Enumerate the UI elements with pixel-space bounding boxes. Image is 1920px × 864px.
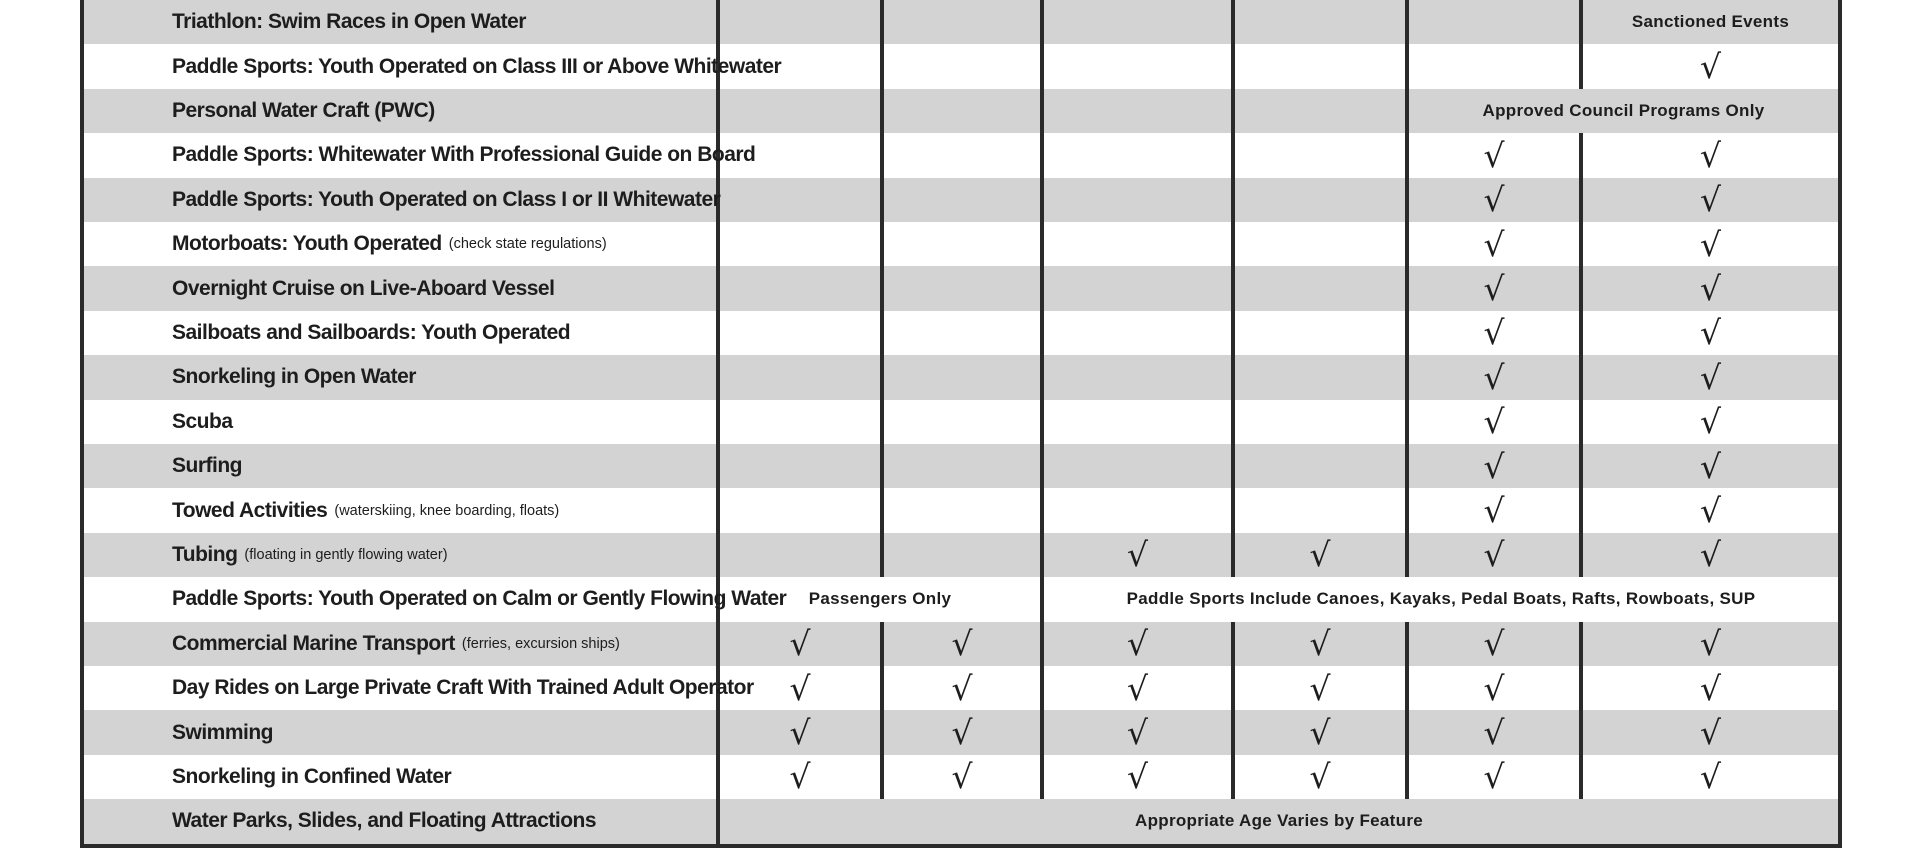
activity-note: (waterskiing, knee boarding, floats) [334,502,560,519]
empty-cell [884,400,1044,444]
activity-label [84,710,720,754]
empty-cell [1044,400,1235,444]
checkmark-cell: √ [1409,178,1583,222]
table-row [84,89,1838,133]
activity-label [84,0,720,44]
table-row [84,666,1838,710]
checkmark-cell: √ [884,666,1044,710]
activity-note: (floating in gently flowing water) [244,546,448,563]
table-row [84,266,1838,310]
checkmark-cell: √ [1699,535,1722,575]
checkmark-cell: √ [884,622,1044,666]
empty-cell [1044,133,1235,177]
empty-cell [720,133,884,177]
empty-cell [1235,0,1409,44]
empty-cell [1044,266,1235,310]
empty-cell [1044,311,1235,355]
checkmark-cell: √ [1699,402,1722,442]
checkmark-cell: √ [1699,269,1722,309]
empty-cell [720,355,884,399]
activity-label [84,622,720,666]
age-guidelines-chart [80,0,1842,848]
activity-label [84,799,720,843]
activity-label [84,577,787,621]
table-row [84,44,1838,88]
empty-cell [1235,266,1409,310]
empty-cell [1235,355,1409,399]
empty-cell [1235,89,1409,133]
table-row [84,799,1838,843]
empty-cell [884,311,1044,355]
activity-note: (ferries, excursion ships) [461,635,620,652]
empty-cell [1235,178,1409,222]
empty-cell [1409,0,1583,44]
empty-cell [720,311,884,355]
activity-label [84,533,720,577]
checkmark-cell: √ [1044,755,1235,799]
checkmark-cell: √ [1699,224,1722,264]
table-row [84,400,1838,444]
activity-name: Surfing [172,454,242,478]
empty-cell [1235,444,1409,488]
empty-cell [884,355,1044,399]
activity-name: Water Parks, Slides, and Floating Attractions [172,809,597,833]
checkmark-cell: √ [1699,491,1722,531]
table-row [84,222,1838,266]
activity-label [84,133,756,177]
empty-cell [720,0,884,44]
checkmark-cell: √ [1409,755,1583,799]
empty-cell [884,266,1044,310]
table-row [84,178,1838,222]
table-row [84,0,1838,44]
activity-name: Snorkeling in Confined Water [172,764,452,788]
checkmark-cell: √ [1044,666,1235,710]
empty-cell [720,444,884,488]
activity-name: Scuba [172,409,233,433]
empty-cell [884,89,1044,133]
table-row [84,133,1838,177]
empty-cell [720,488,884,532]
table-row [84,622,1838,666]
checkmark-cell: √ [720,710,884,754]
empty-cell [1235,400,1409,444]
checkmark-cell: √ [1235,755,1409,799]
checkmark-cell: √ [1409,222,1583,266]
table-row [84,444,1838,488]
empty-cell [884,178,1044,222]
empty-cell [720,89,884,133]
empty-cell [1409,44,1583,88]
checkmark-cell: √ [1409,311,1583,355]
activity-name: Motorboats: Youth Operated [172,232,442,256]
activity-name: Towed Activities [172,498,328,522]
activity-label [84,444,720,488]
checkmark-cell: √ [1235,710,1409,754]
checkmark-cell: √ [1235,622,1409,666]
checkmark-cell: √ [1409,355,1583,399]
checkmark-cell: √ [720,622,884,666]
table-row [84,311,1838,355]
checkmark-cell: √ [1699,668,1722,708]
checkmark-cell: √ [1699,135,1722,175]
checkmark-cell: √ [1699,713,1722,753]
empty-cell [1235,133,1409,177]
activity-name: Paddle Sports: Youth Operated on Class I or II Whitewater [172,187,721,211]
activity-name: Day Rides on Large Private Craft With Trained Adult Operator [172,676,754,700]
empty-cell [720,178,884,222]
activity-label [84,400,720,444]
empty-cell [884,444,1044,488]
empty-cell [1044,178,1235,222]
checkmark-cell: √ [1409,533,1583,577]
checkmark-cell: √ [1699,180,1722,220]
empty-cell [720,533,884,577]
table-row [84,577,1838,621]
note-cell: Passengers Only [720,577,1044,621]
empty-cell [720,266,884,310]
checkmark-cell: √ [1235,666,1409,710]
empty-cell [720,222,884,266]
activity-label [84,355,720,399]
activity-name: Paddle Sports: Whitewater With Professional Guide on Board [172,143,756,167]
empty-cell [884,0,1044,44]
empty-cell [1044,488,1235,532]
empty-cell [1044,222,1235,266]
empty-cell [884,44,1044,88]
checkmark-cell: √ [1044,622,1235,666]
checkmark-cell: √ [1699,757,1722,797]
checkmark-cell: √ [1409,666,1583,710]
empty-cell [1044,44,1235,88]
empty-cell [1235,311,1409,355]
activity-label [84,666,754,710]
activity-label [84,755,720,799]
empty-cell [884,488,1044,532]
activity-name: Sailboats and Sailboards: Youth Operated [172,320,571,344]
activity-name: Snorkeling in Open Water [172,365,416,389]
activity-name: Paddle Sports: Youth Operated on Class III or Above Whitewater [172,54,782,78]
activity-label [84,266,720,310]
activity-name: Personal Water Craft (PWC) [172,98,435,122]
empty-cell [1235,488,1409,532]
empty-cell [1235,44,1409,88]
activity-name: Paddle Sports: Youth Operated on Calm or Gently Flowing Water [172,587,787,611]
checkmark-cell: √ [1409,400,1583,444]
checkmark-cell: √ [884,755,1044,799]
checkmark-cell: √ [1409,488,1583,532]
empty-cell [1044,355,1235,399]
empty-cell [884,222,1044,266]
activity-name: Commercial Marine Transport [172,631,455,655]
empty-cell [884,133,1044,177]
checkmark-cell: √ [1699,624,1722,664]
checkmark-cell: √ [1409,622,1583,666]
empty-cell [1044,0,1235,44]
checkmark-cell: √ [720,666,884,710]
activity-name: Swimming [172,720,274,744]
table-row [84,755,1838,799]
checkmark-cell: √ [1409,444,1583,488]
activity-label [84,311,720,355]
checkmark-cell: √ [1699,313,1722,353]
empty-cell [720,400,884,444]
activity-label [84,488,720,532]
table-row [84,533,1838,577]
activity-label [84,222,720,266]
activity-name: Overnight Cruise on Live-Aboard Vessel [172,276,555,300]
activity-label [84,178,720,222]
table-row [84,355,1838,399]
activity-label [84,44,782,88]
empty-cell [1044,444,1235,488]
empty-cell [1044,89,1235,133]
empty-cell [720,44,884,88]
table-row [84,488,1838,532]
note-cell: Approved Council Programs Only [1482,100,1765,120]
checkmark-cell: √ [884,710,1044,754]
checkmark-cell: √ [1044,533,1235,577]
checkmark-cell: √ [1409,133,1583,177]
note-cell: Appropriate Age Varies by Feature [1135,811,1423,831]
checkmark-cell: √ [1044,710,1235,754]
checkmark-cell: √ [720,755,884,799]
activity-note: (check state regulations) [448,236,607,253]
checkmark-cell: √ [1235,533,1409,577]
empty-cell [1235,222,1409,266]
note-cell: Sanctioned Events [1631,12,1790,32]
table-row [84,710,1838,754]
checkmark-cell: √ [1699,47,1722,87]
activity-name: Triathlon: Swim Races in Open Water [172,10,526,34]
activity-name: Tubing [172,542,238,566]
empty-cell [884,533,1044,577]
checkmark-cell: √ [1699,446,1722,486]
activity-label [84,89,720,133]
checkmark-cell: √ [1699,357,1722,397]
checkmark-cell: √ [1409,266,1583,310]
checkmark-cell: √ [1409,710,1583,754]
note-cell: Paddle Sports Include Canoes, Kayaks, Pedal Boats, Rafts, Rowboats, SUP [1126,589,1756,609]
